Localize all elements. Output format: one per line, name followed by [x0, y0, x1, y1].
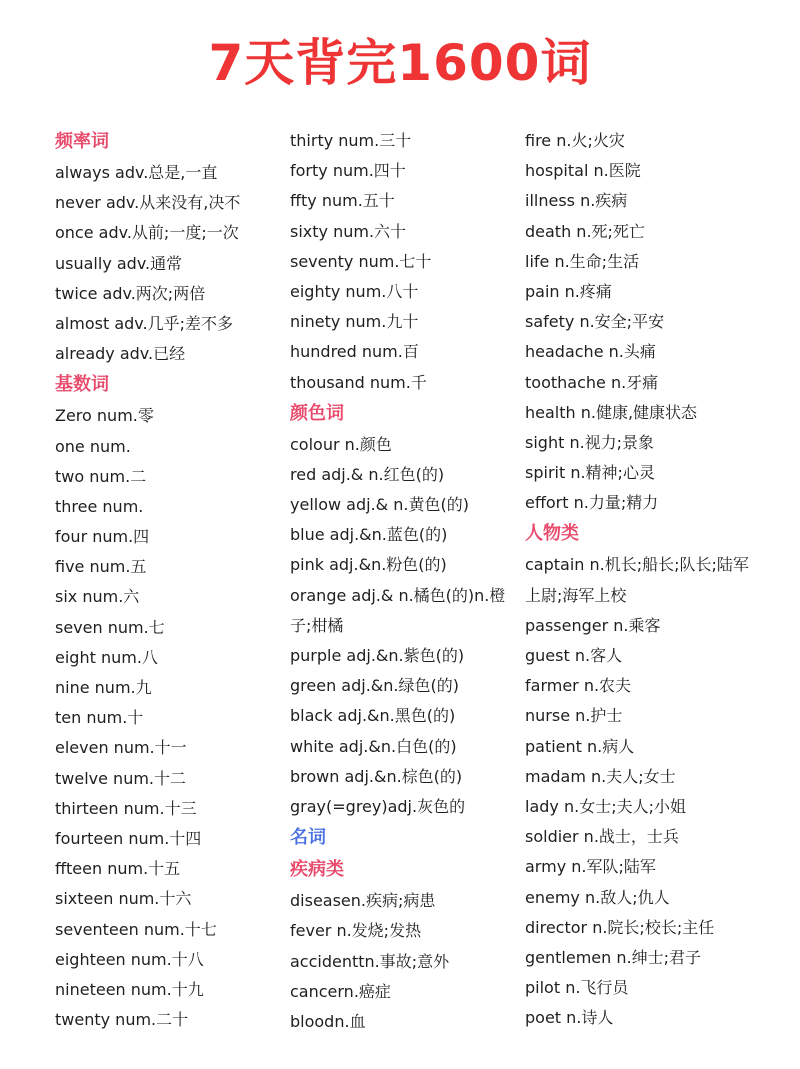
vocab-entry: eight num.八	[55, 647, 158, 667]
vocab-entry: seventy num.七十	[290, 251, 432, 271]
vocab-entry: thirteen num.十三	[55, 798, 197, 818]
vocab-entry: purple adj.&n.紫色(的)	[290, 646, 465, 665]
vocab-entry: ninety num.九十	[290, 312, 419, 332]
vocab-entry: enemy n.敌人;仇人	[525, 887, 670, 907]
vocab-entry: almost adv.几乎;差不多	[55, 313, 233, 333]
vocab-entry: 子;柑橘	[290, 615, 344, 635]
page-title: 7天背完1600词	[208, 34, 592, 92]
section-heading: 人物类	[525, 523, 579, 545]
vocab-entry: pink adj.&n.粉色(的)	[290, 555, 447, 575]
vocab-entry: colour n.颜色	[290, 434, 392, 454]
vocab-entry: seventeen num.十七	[55, 919, 217, 939]
vocab-entry: ffteen num.十五	[55, 859, 181, 879]
vocab-entry: black adj.&n.黑色(的)	[290, 706, 456, 726]
vocab-entry: death n.死;死亡	[525, 221, 645, 241]
vocab-entry: six num.六	[55, 587, 140, 607]
vocab-entry: gentlemen n.绅士;君子	[525, 947, 701, 967]
vocab-entry: poet n.诗人	[525, 1008, 614, 1028]
vocab-entry: effort n.力量;精力	[525, 493, 659, 513]
vocab-entry: pain n.疼痛	[525, 281, 612, 301]
vocab-entry: red adj.& n.红色(的)	[290, 464, 445, 484]
vocab-entry: bloodn.血	[290, 1011, 366, 1031]
vocab-entry: gray(=grey)adj.灰色的	[290, 796, 466, 816]
vocab-entry: guest n.客人	[525, 646, 623, 665]
vocab-entry: already adv.已经	[55, 344, 186, 364]
vocab-entry: hospital n.医院	[525, 161, 641, 181]
vocab-entry: spirit n.精神;心灵	[525, 463, 655, 483]
vocab-entry: blue adj.&n.蓝色(的)	[290, 525, 448, 545]
vocab-entry: thirty num.三十	[290, 131, 412, 150]
vocab-entry: once adv.从前;一度;一次	[55, 223, 239, 243]
section-heading: 名词	[290, 827, 326, 849]
vocab-entry: ffty num.五十	[290, 191, 395, 211]
vocab-entry: twenty num.二十	[55, 1010, 189, 1030]
column-1	[55, 126, 280, 1035]
vocab-entry: usually adv.通常	[55, 253, 183, 273]
vocab-entry: green adj.&n.绿色(的)	[290, 676, 459, 696]
vocab-entry: sixteen num.十六	[55, 889, 192, 909]
vocab-entry: Zero num.零	[55, 406, 154, 426]
vocab-entry: soldier n.战士，士兵	[525, 827, 679, 847]
vocab-entry: forty num.四十	[290, 161, 406, 181]
vocab-entry: sight n.视力;景象	[525, 432, 655, 452]
vocab-entry: diseasen.疾病;病患	[290, 891, 436, 911]
vocab-entry: illness n.疾病	[525, 191, 628, 211]
vocab-entry: four num.四	[55, 527, 150, 547]
vocab-entry: nineteen num.十九	[55, 979, 204, 999]
vocab-entry: pilot n.飞行员	[525, 978, 629, 998]
vocab-entry: farmer n.农夫	[525, 676, 632, 696]
vocab-entry: fever n.发烧;发热	[290, 921, 422, 941]
vocab-entry: two num.二	[55, 466, 147, 486]
vocab-entry: cancern.癌症	[290, 981, 391, 1001]
vocab-entry: white adj.&n.白色(的)	[290, 736, 457, 756]
vocab-entry: army n.军队;陆军	[525, 857, 656, 877]
section-heading: 颜色词	[290, 402, 344, 424]
vocab-entry: five num.五	[55, 557, 147, 577]
vocab-entry: hundred num.百	[290, 342, 419, 362]
vocab-entry: nurse n.护士	[525, 706, 623, 726]
column-2	[290, 126, 515, 1037]
section-heading: 频率词	[55, 131, 109, 152]
vocab-entry: yellow adj.& n.黄色(的)	[290, 495, 469, 515]
vocab-entry: orange adj.& n.橘色(的)n.橙	[290, 585, 506, 605]
vocab-entry: eighteen num.十八	[55, 949, 204, 969]
vocab-entry: nine num.九	[55, 678, 152, 697]
vocab-entry: seven num.七	[55, 617, 165, 637]
vocab-entry: safety n.安全;平安	[525, 312, 665, 332]
vocab-entry: never adv.从来没有,决不	[55, 193, 241, 213]
vocab-entry: 上尉;海军上校	[525, 585, 627, 605]
vocab-entry: one num.	[55, 436, 131, 456]
vocab-entry: always adv.总是,一直	[55, 163, 218, 182]
vocab-entry: three num.	[55, 496, 144, 516]
vocab-entry: twelve num.十二	[55, 768, 187, 788]
vocab-entry: fourteen num.十四	[55, 828, 202, 848]
vocab-entry: headache n.头痛	[525, 342, 656, 362]
section-heading: 基数词	[55, 374, 109, 396]
vocab-entry: life n.生命;生活	[525, 251, 640, 271]
vocab-entry: captain n.机长;船长;队长;陆军	[525, 555, 749, 575]
vocab-entry: lady n.女士;夫人;小姐	[525, 796, 686, 816]
vocab-entry: toothache n.牙痛	[525, 372, 659, 392]
vocab-entry: accidenttn.事故;意外	[290, 951, 450, 971]
vocab-entry: patient n.病人	[525, 736, 635, 756]
section-heading: 疾病类	[290, 859, 344, 881]
vocab-entry: sixty num.六十	[290, 221, 407, 241]
vocab-entry: eleven num.十一	[55, 738, 187, 758]
vocab-entry: health n.健康,健康状态	[525, 402, 698, 422]
vocab-entry: thousand num.千	[290, 372, 427, 392]
vocab-entry: brown adj.&n.棕色(的)	[290, 766, 463, 786]
vocab-entry: madam n.夫人;女士	[525, 766, 676, 786]
vocab-entry: eighty num.八十	[290, 281, 419, 301]
vocab-entry: passenger n.乘客	[525, 615, 661, 635]
column-3	[525, 126, 790, 1033]
vocab-entry: director n.院长;校长;主任	[525, 917, 715, 937]
vocab-entry: twice adv.两次;两倍	[55, 283, 206, 303]
vocab-entry: ten num.十	[55, 708, 144, 728]
vocab-entry: fire n.火;火灾	[525, 131, 625, 150]
